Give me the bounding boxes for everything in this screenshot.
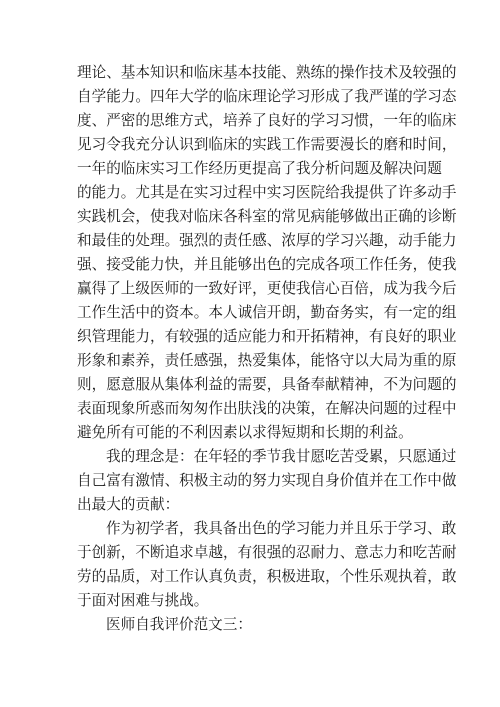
text-line: 出最大的贡献：: [77, 496, 180, 513]
text-line: 和最佳的处理。强烈的责任感、浓厚的学习兴趣，动手能力: [77, 232, 457, 249]
text-line: 于创新，不断追求卓越，有很强的忍耐力、意志力和吃苦耐: [77, 544, 457, 561]
text-line: 的能力。尤其是在实习过程中实习医院给我提供了许多动手: [77, 184, 457, 201]
text-line: 强、接受能力快，并且能够出色的完成各项工作任务，使我: [77, 256, 457, 273]
paragraph-3: [77, 517, 457, 613]
text-line: 度、严密的思维方式，培养了良好的学习习惯，一年的临床: [77, 112, 457, 129]
text-line: 自学能力。四年大学的临床理论学习形成了我严谨的学习态: [77, 88, 457, 105]
text-line: 理论、基本知识和临床基本技能、熟练的操作技术及较强的: [77, 64, 457, 81]
paragraph-2: [77, 445, 457, 517]
paragraph-1: [77, 61, 457, 445]
section-heading: [77, 613, 427, 637]
heading-line: 医师自我评价范文三：: [106, 616, 252, 633]
text-line: 工作生活中的资本。本人诚信开朗，勤奋务实，有一定的组: [77, 304, 457, 321]
text-line: 赢得了上级医师的一致好评，更使我信心百倍，成为我今后: [77, 280, 457, 297]
text-line: 我的理念是：在年轻的季节我甘愿吃苦受累，只愿通过: [106, 448, 457, 465]
text-line: 自己富有激情、积极主动的努力实现自身价值并在工作中做: [77, 472, 457, 489]
text-line: 于面对困难与挑战。: [77, 592, 209, 609]
text-line: 则，愿意服从集体利益的需要，具备奉献精神，不为问题的: [77, 376, 457, 393]
text-line: 作为初学者，我具备出色的学习能力并且乐于学习、敢: [106, 520, 457, 537]
text-line: 避免所有可能的不利因素以求得短期和长期的利益。: [77, 424, 413, 441]
text-line: 一年的临床实习工作经历更提高了我分析问题及解决问题: [77, 160, 442, 177]
text-line: 表面现象所惑而匆匆作出肤浅的决策，在解决问题的过程中: [77, 400, 457, 417]
text-line: 织管理能力，有较强的适应能力和开拓精神，有良好的职业: [77, 328, 457, 345]
text-line: 见习令我充分认识到临床的实践工作需要漫长的磨和时间，: [77, 136, 457, 153]
text-line: 实践机会，使我对临床各科室的常见病能够做出正确的诊断: [77, 208, 457, 225]
text-line: 形象和素养，责任感强，热爱集体，能恪守以大局为重的原: [77, 352, 457, 369]
text-line: 劳的品质，对工作认真负责，积极进取，个性乐观执着，敢: [77, 568, 457, 585]
